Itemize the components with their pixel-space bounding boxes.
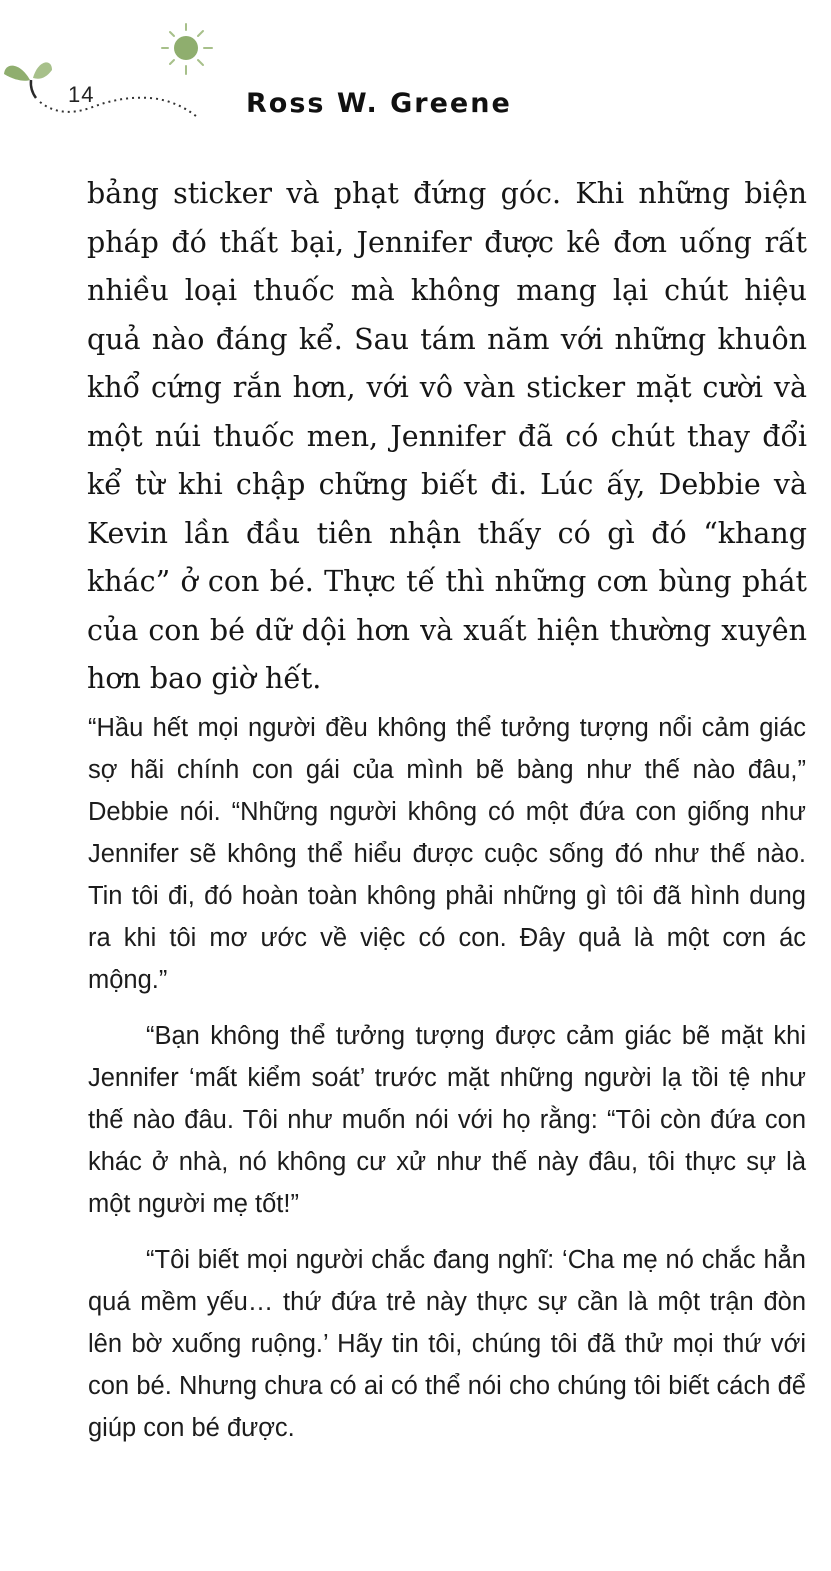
quote-paragraph-2: “Bạn không thể tưởng tượng được cảm giác bẽ mặt khi Jennifer ‘mất kiểm soát’ trước mặt những người lạ tồi tệ như thế nào đâu. Tôi như muốn nói với họ rằng: “Tôi còn đứa con khác ở nhà, nó không cư xử như thế này đâu, tôi thực sự là một người mẹ tốt!”: [88, 1022, 806, 1218]
leaf-icon: [4, 62, 52, 98]
quote-section: [88, 707, 806, 1463]
page-number: 14: [68, 82, 95, 107]
quote-paragraph-1: “Hầu hết mọi người đều không thể tưởng tượng nổi cảm giác sợ hãi chính con gái của mình bẽ bàng như thế nào đâu,” Debbie nói. “Những người không có một đứa con giống như Jennifer sẽ không thể hiểu được cuộc sống đó như thế nào. Tin tôi đi, đó hoàn toàn không phải những gì tôi đã hình dung ra khi tôi mơ ước về việc có con. Đây quả là một cơn ác mộng.”: [88, 714, 806, 994]
running-header-author: Ross W. Greene: [246, 88, 512, 119]
dotted-swirl-decoration: [40, 98, 196, 116]
sun-icon: [162, 24, 212, 74]
narrative-text: [87, 170, 807, 704]
page-header: [0, 0, 831, 140]
narrative-paragraph: bảng sticker và phạt đứng góc. Khi những biện pháp đó thất bại, Jennifer được kê đơn uống rất nhiều loại thuốc mà không mang lại chút hiệu quả nào đáng kể. Sau tám năm với những khuôn khổ cứng rắn hơn, với vô vàn sticker mặt cười và một núi thuốc men, Jennifer đã có chút thay đổi kể từ khi chập chững biết đi. Lúc ấy, Debbie và Kevin lần đầu tiên nhận thấy có gì đó “khang khác” ở con bé. Thực tế thì những cơn bùng phát của con bé dữ dội hơn và xuất hiện thường xuyên hơn bao giờ hết.: [87, 177, 807, 695]
quote-paragraph-3: “Tôi biết mọi người chắc đang nghĩ: ‘Cha mẹ nó chắc hẳn quá mềm yếu… thứ đứa trẻ này thực sự cần là một trận đòn lên bờ xuống ruộng.’ Hãy tin tôi, chúng tôi đã thử mọi thứ với con bé. Nhưng chưa có ai có thể nói cho chúng tôi biết cách để giúp con bé được.: [88, 1246, 806, 1442]
header-decoration: [0, 0, 831, 140]
